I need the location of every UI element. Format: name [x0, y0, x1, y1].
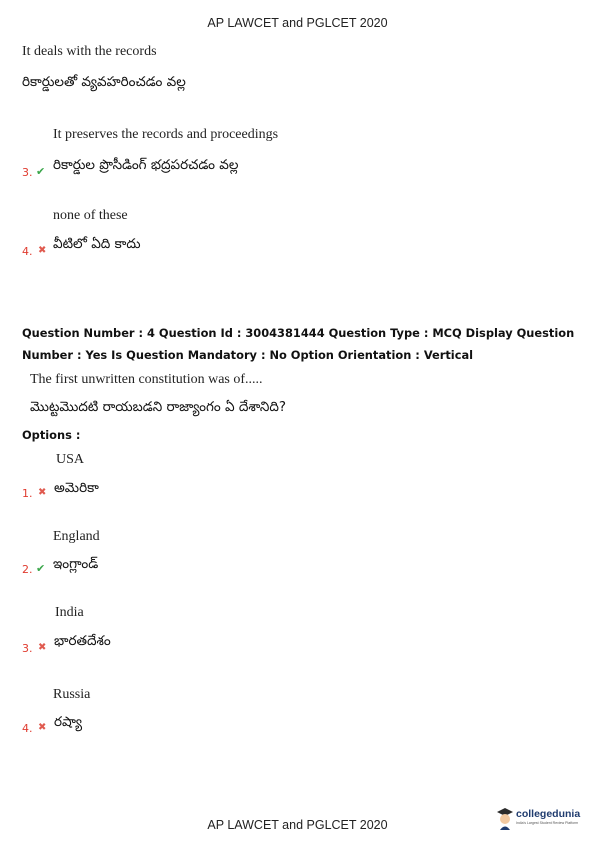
option-text-en: Russia	[53, 687, 91, 702]
option-text-te: అమెరికా	[54, 480, 99, 496]
wrong-cross-icon: ✖	[38, 487, 47, 498]
option-number: 4.	[22, 722, 33, 735]
option-text-te: రష్యా	[54, 714, 83, 730]
correct-check-icon: ✔	[36, 562, 46, 575]
correct-check-icon: ✔	[36, 165, 46, 178]
question-text-en: The first unwritten constitution was of.....	[30, 372, 263, 387]
logo-tagline: India's Largest Student Review Platform	[516, 821, 579, 825]
option-number: 3.	[22, 166, 33, 179]
logo-name: collegedunia	[516, 808, 581, 820]
option-number: 3.	[22, 642, 33, 655]
wrong-cross-icon: ✖	[38, 245, 47, 256]
question-meta-line: Number : Yes Is Question Mandatory : No Option Orientation : Vertical	[22, 348, 474, 362]
option-text-te: భారతదేశం	[54, 633, 111, 649]
page-footer: AP LAWCET and PGLCET 2020	[207, 818, 388, 832]
question-text-te: మొట్టమొదటి రాయబడని రాజ్యాంగం ఏ దేశానిది?	[30, 399, 287, 415]
option-text-en: none of these	[53, 208, 128, 223]
option-text-en: England	[53, 529, 100, 544]
option-text-en: India	[55, 605, 84, 620]
option-number: 4.	[22, 245, 33, 258]
option-text-en: It deals with the records	[22, 44, 157, 59]
wrong-cross-icon: ✖	[38, 642, 47, 653]
graduate-mascot-icon	[496, 806, 514, 830]
options-label: Options :	[22, 428, 81, 442]
option-text-te: ఇంగ్లాండ్	[53, 556, 99, 572]
option-text-te: రికార్డుల ప్రొసీడింగ్ భద్రపరచడం వల్ల	[53, 157, 239, 173]
option-text-en: It preserves the records and proceedings	[53, 127, 279, 142]
option-number: 1.	[22, 487, 33, 500]
question-meta-line: Question Number : 4 Question Id : 3004381444 Question Type : MCQ Display Question	[22, 326, 575, 340]
option-text-en: USA	[56, 452, 85, 467]
wrong-cross-icon: ✖	[38, 722, 47, 733]
option-number: 2.	[22, 563, 33, 576]
page-header: AP LAWCET and PGLCET 2020	[207, 16, 388, 30]
option-text-te: రికార్డులతో వ్యవహరించడం వల్ల	[22, 74, 186, 90]
option-text-te: వీటిలో ఏది కాదు	[53, 236, 141, 252]
collegedunia-logo	[496, 806, 588, 830]
